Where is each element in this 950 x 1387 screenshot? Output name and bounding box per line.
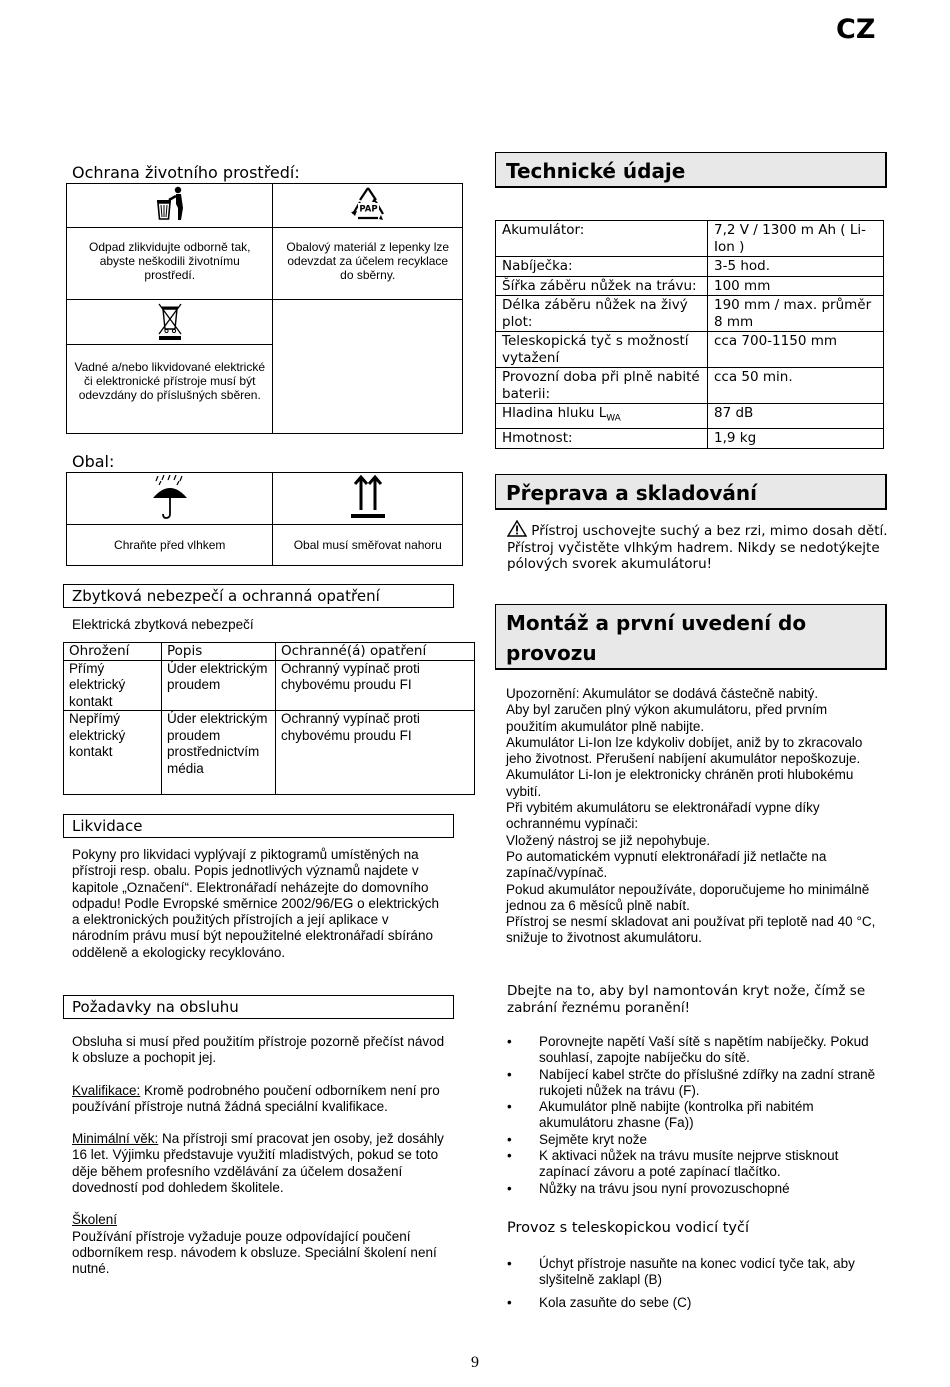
env-cell-2-text: Obalový materiál z lepenky lze odevzdat za účelem recyklace do sběrny. [273,228,463,300]
montaz-line: Upozornění: Akumulátor se dodává částečně nabitý. [506,686,819,701]
env-cell-1-icon [67,184,273,228]
montaz-title: Montáž a první uvedení do provozu [495,604,887,670]
min-vek-text: Na přístroji smí pracovat jen osoby, jež dosáhly 16 let. Výjimku představuje využití mladistvých, pokud se toto děje během profesního vzdělávání za účelem dosažení dovedností pod dohledem školitele. [72,1131,444,1196]
transport-title: Přeprava a skladování [495,474,887,510]
table-cell: Provozní doba při plně nabité baterii: [496,368,708,404]
list-item: • Úchyt přístroje nasuňte na konec vodicí tyče tak, aby slyšitelně zaklapl (B) [507,1256,882,1289]
kvalifikace-paragraph [72,1083,447,1116]
table-cell: Hmotnost: [496,429,708,449]
obal-cell-1-text: Chraňte před vlhkem [67,525,273,566]
trash-bin-person-icon [150,186,190,222]
list-item: • Akumulátor plně nabijte (kontrolka při nabitém akumulátoru zhasne (Fa)) [507,1099,882,1132]
table-cell: cca 700-1150 mm [708,332,884,368]
obsluha-title: Požadavky na obsluhu [63,995,454,1019]
tele-title: Provoz s teleskopickou vodicí tyčí [507,1220,750,1236]
env-symbol-table [66,183,463,434]
montaz-line: Pokud akumulátor nepoužíváte, doporučujeme ho minimálně jednou za 6 měsíců plně nabít. [506,881,870,913]
list-item: • Kola zasuňte do sebe (C) [507,1295,882,1311]
page-number: 9 [471,1354,479,1371]
tele-bullet-list [507,1256,882,1311]
env-cell-1-text: Odpad zlikvidujte odborně tak, abyste neškodili životnímu prostředí. [67,228,273,300]
pap-label: PAP [359,204,378,215]
table-cell: Délka záběru nůžek na živý plot: [496,296,708,332]
list-item: • K aktivaci nůžek na trávu musíte nejprve stisknout zapínací závoru a poté zapínací tlačítko. [507,1148,882,1181]
transport-text: Přístroj uschovejte suchý a bez rzi, mimo dosah dětí. Přístroj vyčistěte vlhkým hadrem. Nikdy se nedotýkejte pólových svorek akumulátoru! [507,523,888,572]
obal-cell-2-text: Obal musí směřovat nahoru [273,525,463,566]
table-cell: 1,9 kg [708,429,884,449]
table-row [496,332,884,368]
likvidace-title: Likvidace [63,814,454,838]
table-cell: Šířka záběru nůžek na trávu: [496,276,708,296]
tech-title: Technické údaje [495,152,887,188]
list-item: • Porovnejte napětí Vaší sítě s napětím nabíječky. Pokud souhlasí, zapojte nabíječku do sítě. [507,1034,882,1067]
list-item: • Nůžky na trávu jsou nyní provozuschopné [507,1181,882,1197]
noise-subscript: WA [606,413,621,424]
table-cell: Nepřímý elektrický kontakt [64,711,162,795]
obal-cell-1-icon [67,473,273,525]
obsluha-section [72,1034,447,1278]
list-item: • Nabíjecí kabel strčte do příslušné zdířky na zadní straně rukojeti nůžek na trávu (F). [507,1067,882,1100]
residual-header-3: Ochranné(á) opatření [276,643,475,661]
crossed-bin-icon [155,301,185,341]
montaz-bullet-list [507,1034,882,1197]
kvalifikace-label: Kvalifikace: [72,1082,141,1098]
table-row [64,711,475,795]
table-cell: 3-5 hod. [708,257,884,277]
table-cell [496,404,708,429]
env-cell-2-icon [273,184,463,228]
obal-title: Obal: [72,452,115,471]
obsluha-intro: Obsluha si musí před použitím přístroje pozorně přečíst návod k obsluze a pochopit jej. [72,1034,445,1066]
table-cell: Teleskopická tyč s možností vytažení [496,332,708,368]
montaz-line: Při vybitém akumulátoru se elektronářadí vypne díky ochrannému vypínači: [506,800,820,832]
kvalifikace-text: Kromě podrobného poučení odborníkem není pro používání přístroje nutná žádná speciální kvalifikace. [72,1082,440,1114]
montaz-warning: Dbejte na to, aby byl namontován kryt nože, čímž se zabrání řeznému poranění! [507,983,866,1016]
warning-triangle-icon [507,520,527,537]
transport-section [507,520,892,573]
umbrella-keep-dry-icon [150,474,190,520]
montaz-line: Po automatickém vypnutí elektronářadí již netlačte na zapínač/vypínač. [506,848,827,881]
list-item: • Sejměte kryt nože [507,1132,882,1148]
likvidace-text: Pokyny pro likvidaci vyplývají z piktogramů umístěných na přístroji resp. obalu. Popis jednotlivých významů najdete v kapitole „Označení“. Elektronářadí neházejte do domovního odpadu! Podle Evropské směrnice 2002/96/EG o elektrických a elektronických použitých přístrojích a její aplikace v národním právu musí být nepoužitelné elektronářadí sbíráno odděleně a ekologicky recyklováno. [72,847,439,960]
montaz-line: Aby byl zaručen plný výkon akumulátoru, před prvním použitím akumulátor plně nabijte. [506,702,828,734]
residual-header-2: Popis [162,643,276,661]
skoleni-label: Školení [72,1212,118,1228]
table-row [496,276,884,296]
table-cell: 87 dB [708,404,884,429]
min-vek-paragraph [72,1131,447,1196]
table-cell: Přímý elektrický kontakt [64,660,162,711]
table-cell: Ochranný vypínač proti chybovému proudu FI [276,660,475,711]
table-cell: cca 50 min. [708,368,884,404]
montaz-line: Akumulátor Li-Ion je elektronicky chráněn proti hlubokému vybití. [506,767,854,799]
table-cell: Akumulátor: [496,221,708,257]
skoleni-text: Používání přístroje vyžaduje pouze odpovídající poučení odborníkem resp. návodem k obsluze. Speciální školení není nutné. [72,1228,437,1277]
noise-label: Hladina hluku L [502,405,607,421]
table-row [496,296,884,332]
montaz-section [506,686,881,947]
language-code: CZ [836,14,876,45]
env-empty-cell [273,300,463,434]
residual-table [63,642,475,795]
tech-table [495,220,884,449]
table-row [496,404,884,429]
skoleni-paragraph [72,1212,447,1277]
table-row [496,221,884,257]
residual-subtitle: Elektrická zbytková nebezpečí [72,617,254,632]
residual-title: Zbytková nebezpečí a ochranná opatření [63,584,454,608]
min-vek-label: Minimální věk: [72,1131,159,1147]
residual-header-1: Ohrožení [64,643,162,661]
table-cell: 7,2 V / 1300 m Ah ( Li-Ion ) [708,221,884,257]
obal-cell-2-icon [273,473,463,525]
env-cell-3-text: Vadné a/nebo likvidované elektrické či elektronické přístroje musí být odevzdány do příslušných sběren. [67,345,273,434]
table-cell: 190 mm / max. průměr 8 mm [708,296,884,332]
table-row [496,257,884,277]
montaz-line: Vložený nástroj se již nepohybuje. [506,832,711,848]
env-cell-3-icon [67,300,273,345]
table-row [496,429,884,449]
this-way-up-icon [348,474,388,520]
table-cell: Úder elektrickým proudem [162,660,276,711]
obal-symbol-table [66,472,463,566]
table-row [496,368,884,404]
table-cell: Nabíječka: [496,257,708,277]
pap-recycling-icon [345,184,391,224]
table-row [64,660,475,711]
env-title: Ochrana životního prostředí: [72,163,300,182]
table-cell: 100 mm [708,276,884,296]
montaz-line: Přístroj se nesmí skladovat ani používat při teplotě nad 40 °C, snižuje to životnost akumulátoru. [506,914,876,946]
montaz-line: Akumulátor Li-Ion lze kdykoliv dobíjet, aniž by to zkracovalo jeho životnost. Přerušení nabíjení akumulátor nepoškozuje. [506,734,863,767]
table-cell: Ochranný vypínač proti chybovému proudu FI [276,711,475,795]
table-cell: Úder elektrickým proudem prostřednictvím média [162,711,276,795]
